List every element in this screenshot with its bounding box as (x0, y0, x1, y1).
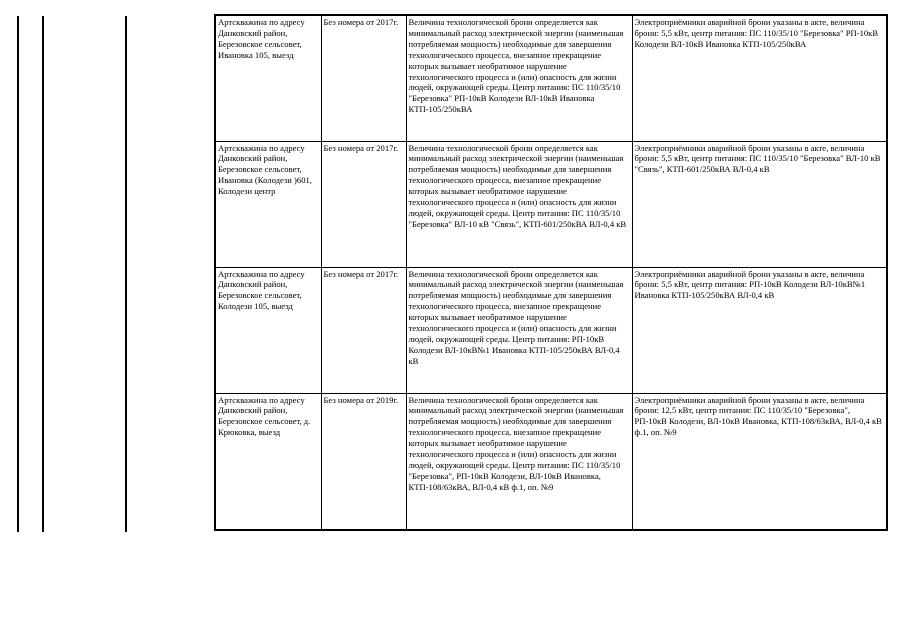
object-cell: Артскважина по адресу Данковский район, Березовское сельсовет, Ивановка 105, выезд (215, 15, 321, 141)
reserve-cell: Электроприёмники аварийной брони указаны в акте, величина брони: 12,5 кВт, центр питания: ПС 110/35/10 "Березовка", РП-10кВ Колодези, ВЛ-10кВ Ивановка, КТП-108/63кВА, ВЛ-0,4 кВ ф.1, оп. №9 (632, 393, 887, 530)
object-cell: Артскважина по адресу Данковский район, Березовское сельсовет, д. Крюковка, выезд (215, 393, 321, 530)
justification-cell: Величина технологической брони определяется как минимальный расход электрической энергии (наименьшая потребляемая мощность) необходимые для завершения технологического процесса, внезапное прекращение которых вызывает необратимое нарушение технологического процесса и (или) опасность для жизни людей, окружающей среды. Центр питания: ПС 110/35/10 "Березовка" ВЛ-10 кВ "Связь", КТП-601/250кВА ВЛ-0,4 кВ (406, 141, 632, 267)
left-column-border-3 (125, 16, 127, 532)
document-number-cell: Без номера от 2019г. (321, 393, 406, 530)
reserve-cell: Электроприёмники аварийной брони указаны в акте, величина брони: 5,5 кВт, центр питания: РП-10кВ Колодези ВЛ-10кВ№1 Ивановка КТП-105/250кВА ВЛ-0,4 кВ (632, 267, 887, 393)
document-number-cell: Без номера от 2017г. (321, 15, 406, 141)
justification-cell: Величина технологической брони определяется как минимальный расход электрической энергии (наименьшая потребляемая мощность) необходимые для завершения технологического процесса, внезапное прекращение которых вызывает необратимое нарушение технологического процесса и (или) опасность для жизни людей, окружающей среды. Центр питания: ПС 110/35/10 "Березовка" РП-10кВ Колодези ВЛ-10кВ Ивановка КТП-105/250кВА (406, 15, 632, 141)
object-cell: Артскважина по адресу Данковский район, Березовское сельсовет, Колодези 105, выезд (215, 267, 321, 393)
table-row (215, 393, 887, 530)
emergency-reserve-table (214, 14, 888, 531)
reserve-cell: Электроприёмники аварийной брони указаны в акте, величина брони: 5,5 кВт, центр питания: ПС 110/35/10 "Березовка" ВЛ-10 кВ "Связь", КТП-601/250кВА ВЛ-0,4 кВ (632, 141, 887, 267)
reserve-cell: Электроприёмники аварийной брони указаны в акте, величина брони: 5,5 кВт, центр питания: ПС 110/35/10 "Березовка" РП-10кВ Колодези ВЛ-10кВ Ивановка КТП-105/250кВА (632, 15, 887, 141)
table-row (215, 141, 887, 267)
object-cell: Артскважина по адресу Данковский район, Березовское сельсовет, Ивановка (Колодези )601, Колодези центр (215, 141, 321, 267)
document-number-cell: Без номера от 2017г. (321, 267, 406, 393)
left-column-border-2 (42, 16, 44, 532)
left-column-border-1 (17, 16, 19, 532)
table-row (215, 15, 887, 141)
justification-cell: Величина технологической брони определяется как минимальный расход электрической энергии (наименьшая потребляемая мощность) необходимые для завершения технологического процесса, внезапное прекращение которых вызывает необратимое нарушение технологического процесса и (или) опасность для жизни людей, окружающей среды. Центр питания: ПС 110/35/10 "Березовка", РП-10кВ Колодези, ВЛ-10кВ Ивановка, КТП-108/63кВА, ВЛ-0,4 кВ ф.1, оп. №9 (406, 393, 632, 530)
justification-cell: Величина технологической брони определяется как минимальный расход электрической энергии (наименьшая потребляемая мощность) необходимые для завершения технологического процесса, внезапное прекращение которых вызывает необратимое нарушение технологического процесса и (или) опасность для жизни людей, окружающей среды. Центр питания: РП-10кВ Колодези ВЛ-10кВ№1 Ивановка КТП-105/250кВА ВЛ-0,4 кВ (406, 267, 632, 393)
document-number-cell: Без номера от 2017г. (321, 141, 406, 267)
table-row (215, 267, 887, 393)
